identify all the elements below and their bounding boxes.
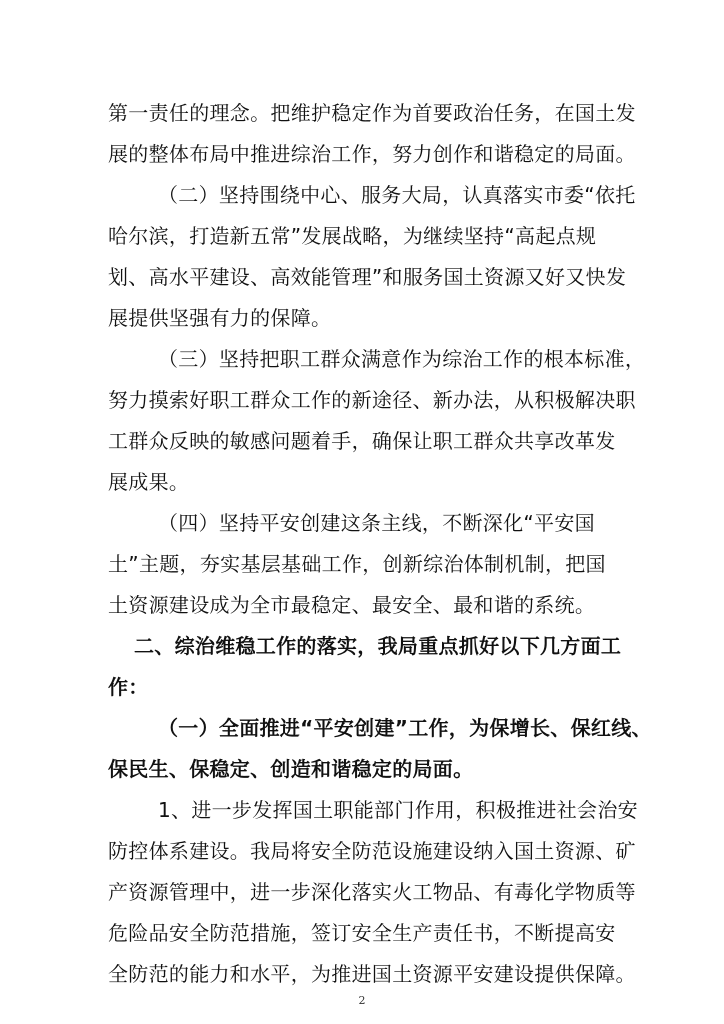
text-line: 哈尔滨，打造新五常”发展战略，为继续坚持“高起点规: [108, 224, 597, 248]
text-line: 防控体系建设。我局将安全防范设施建设纳入国土资源、矿: [108, 839, 636, 863]
text-line: （四）坚持平安创建这条主线，不断深化“平安国: [158, 511, 595, 535]
text-line: 工群众反映的敏感问题着手，确保让职工群众共享改革发: [108, 429, 616, 453]
text-line: 展的整体布局中推进综治工作，努力创作和谐稳定的局面。: [108, 142, 636, 166]
text-line: 产资源管理中，进一步深化落实火工物品、有毒化学物质等: [108, 880, 636, 904]
text-line: 土资源建设成为全市最稳定、最安全、最和谐的系统。: [108, 593, 596, 617]
text-line: （二）坚持围绕中心、服务大局，认真落实市委“依托: [158, 183, 636, 207]
text-line: 全防范的能力和水平，为推进国土资源平安建设提供保障。: [108, 962, 636, 986]
text-line: 努力摸索好职工群众工作的新途径、新办法，从积极解决职: [108, 388, 636, 412]
text-line: （三）坚持把职工群众满意作为综治工作的根本标准，: [158, 347, 646, 371]
text-line: 土”主题，夯实基层基础工作，创新综治体制机制，把国: [108, 552, 606, 576]
section-heading: 作：: [108, 675, 149, 699]
text-line: 展提供坚强有力的保障。: [108, 306, 332, 330]
section-heading: 二、综治维稳工作的落实，我局重点抓好以下几方面工: [134, 634, 622, 658]
text-line: 危险品安全防范措施，签订安全生产责任书，不断提高安: [108, 921, 616, 945]
text-line: 1、进一步发挥国土职能部门作用，积极推进社会治安: [158, 798, 638, 822]
text-line: 第一责任的理念。把维护稳定作为首要政治任务，在国土发: [108, 101, 636, 125]
page-number: 2: [358, 994, 366, 1007]
text-line: 展成果。: [108, 470, 190, 494]
text-line: 划、高水平建设、高效能管理”和服务国土资源又好又快发: [108, 265, 627, 289]
subsection-heading: （一）全面推进“平安创建”工作，为保增长、保红线、: [158, 716, 652, 740]
subsection-heading: 保民生、保稳定、创造和谐稳定的局面。: [108, 757, 474, 781]
